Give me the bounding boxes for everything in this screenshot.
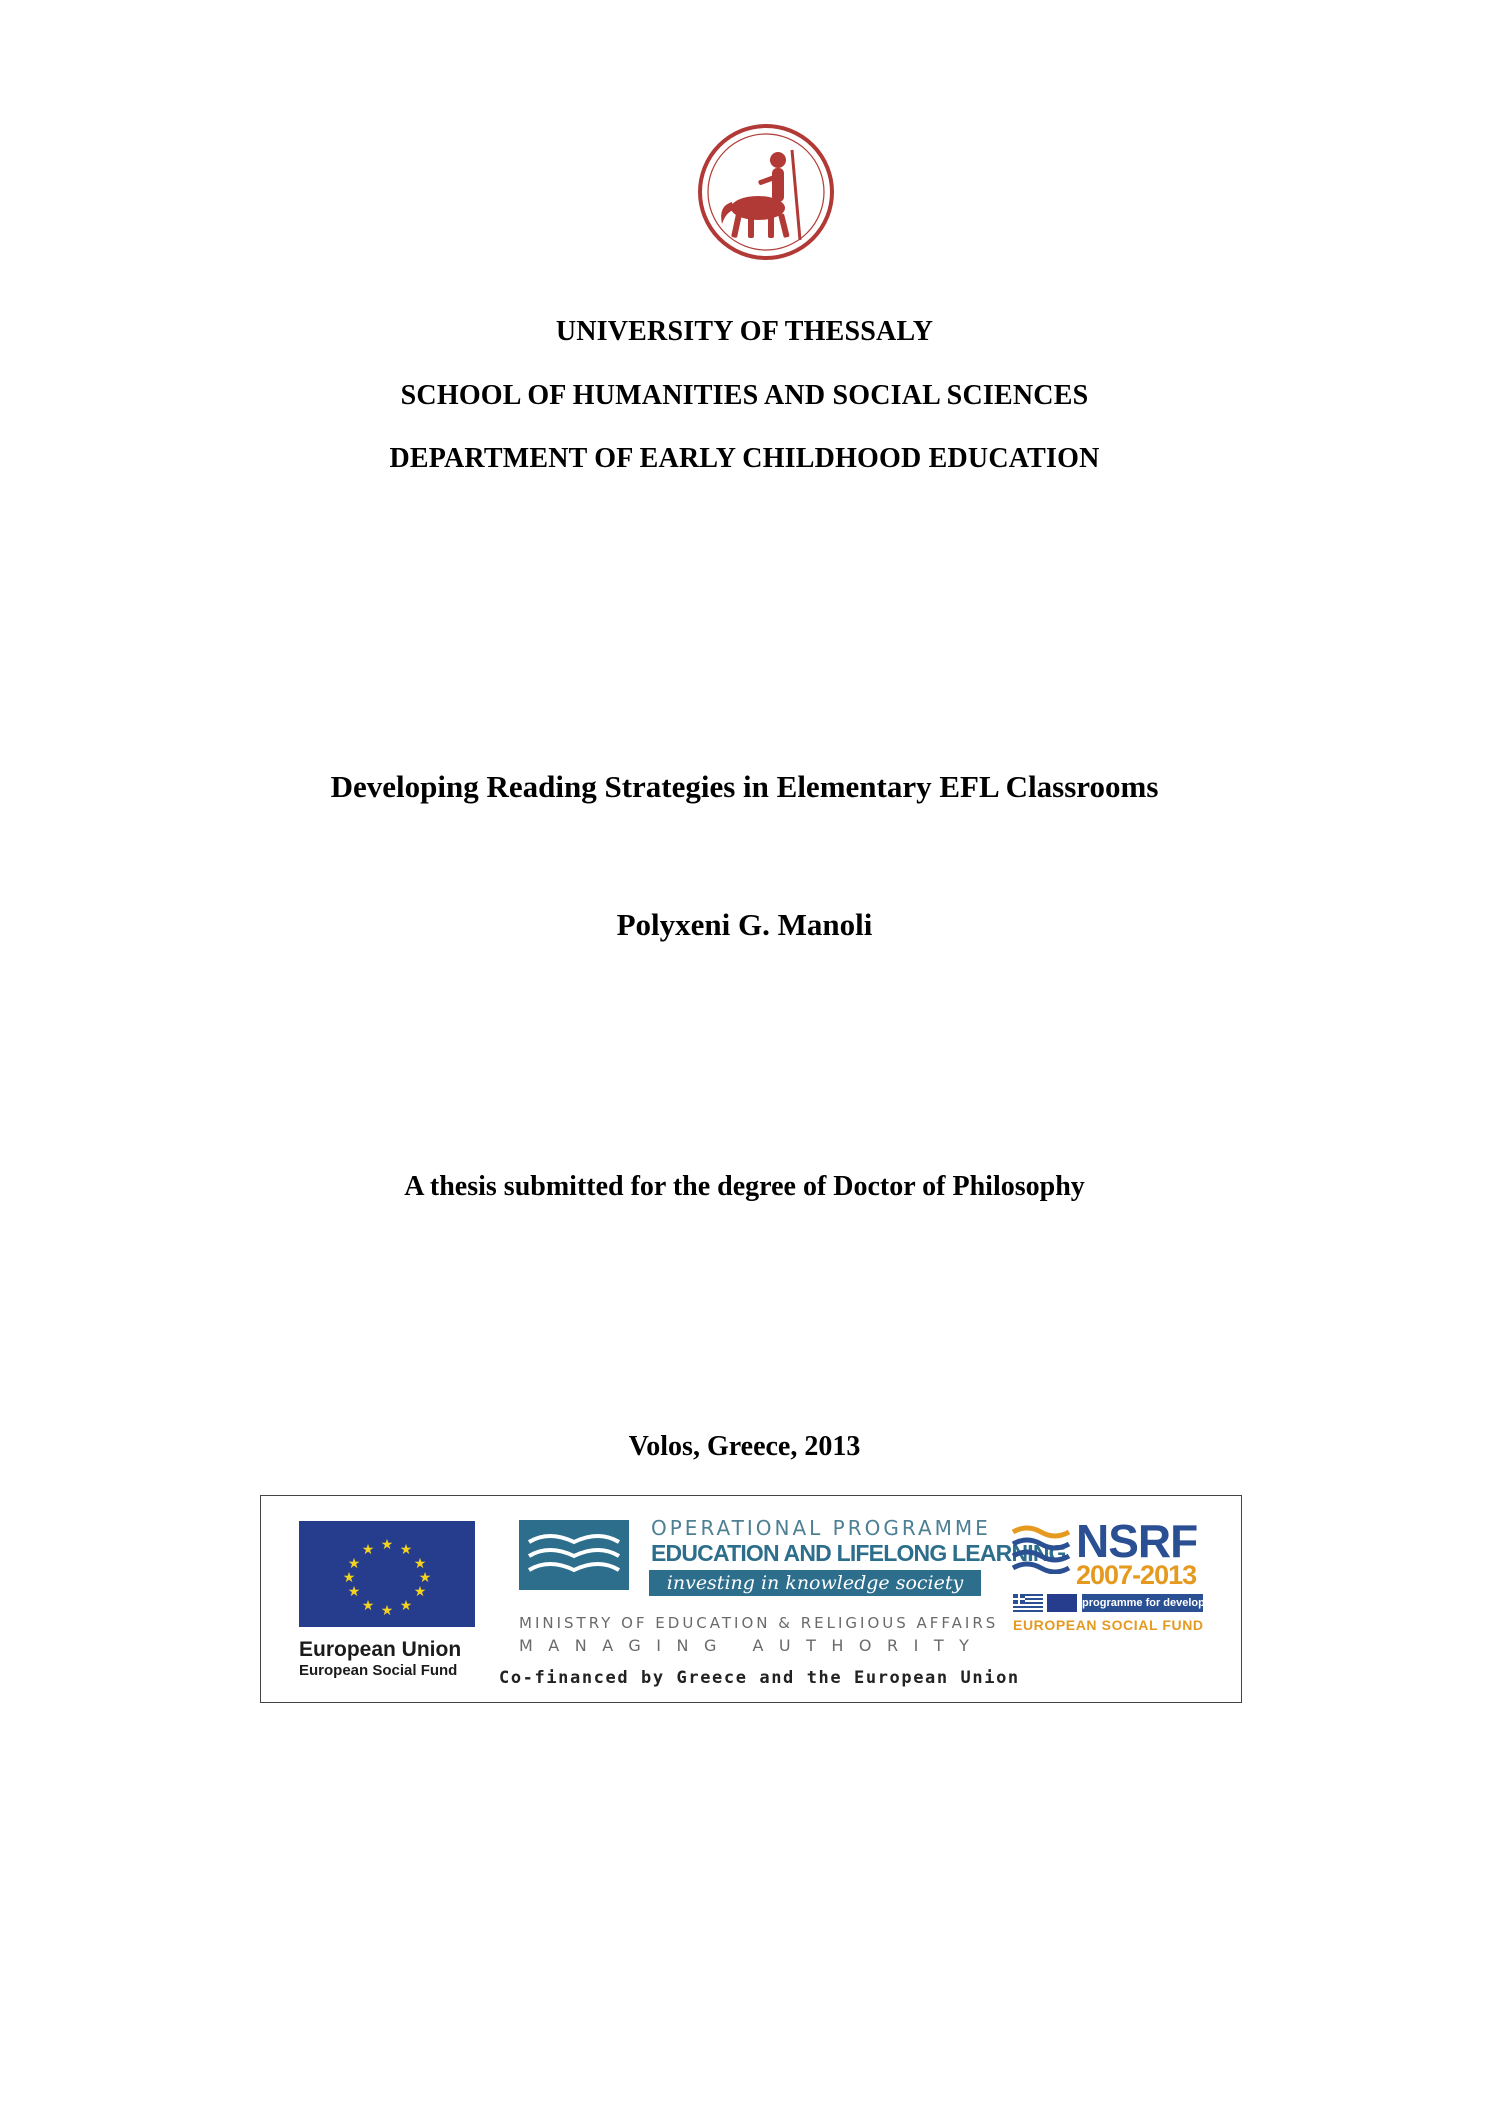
managing-authority: MANAGING AUTHORITY — [519, 1636, 985, 1655]
centaur-seal-icon — [696, 122, 836, 262]
svg-text:★: ★ — [418, 1570, 432, 1586]
thesis-title: Developing Reading Strategies in Elementary EFL Classrooms — [330, 769, 1159, 804]
svg-text:★: ★ — [347, 1584, 361, 1600]
programme-line-1: OPERATIONAL PROGRAMME — [651, 1516, 991, 1540]
eu-flag-icon — [299, 1521, 475, 1627]
svg-text:★: ★ — [342, 1570, 356, 1586]
svg-text:★: ★ — [347, 1556, 361, 1572]
svg-text:★: ★ — [380, 1537, 394, 1553]
programme-line-2: EDUCATION AND LIFELONG LEARNING — [651, 1540, 1066, 1566]
svg-text:★: ★ — [399, 1598, 413, 1614]
svg-text:★: ★ — [380, 1603, 394, 1619]
cofinanced-statement: Co-financed by Greece and the European Union — [499, 1668, 1020, 1688]
eu-title: European Union — [299, 1638, 462, 1661]
eu-mini-flag-icon — [1047, 1594, 1077, 1612]
nsrf-tagline: programme for development — [1082, 1594, 1203, 1612]
greek-flag-icon — [1013, 1594, 1043, 1612]
european-social-fund-label: EUROPEAN SOCIAL FUND — [1013, 1617, 1204, 1633]
funding-banner — [260, 1495, 1242, 1703]
university-name: UNIVERSITY OF THESSALY — [555, 316, 934, 347]
ministry-name: MINISTRY OF EDUCATION & RELIGIOUS AFFAIRS — [519, 1614, 999, 1632]
department-name: DEPARTMENT OF EARLY CHILDHOOD EDUCATION — [389, 443, 1100, 474]
open-book-icon — [519, 1520, 629, 1590]
degree-statement: A thesis submitted for the degree of Doctor of Philosophy — [404, 1171, 1085, 1202]
svg-text:★: ★ — [399, 1542, 413, 1558]
nsrf-waves-icon — [1011, 1522, 1071, 1574]
svg-text:★: ★ — [413, 1556, 427, 1572]
nsrf-years: 2007-2013 — [1076, 1560, 1197, 1590]
svg-text:★: ★ — [361, 1542, 375, 1558]
school-name: SCHOOL OF HUMANITIES AND SOCIAL SCIENCES — [400, 380, 1089, 411]
programme-slogan: investing in knowledge society — [649, 1570, 981, 1596]
thesis-author: Polyxeni G. Manoli — [616, 907, 873, 942]
place-year: Volos, Greece, 2013 — [628, 1431, 861, 1462]
eu-subtitle: European Social Fund — [299, 1662, 458, 1679]
svg-text:★: ★ — [361, 1598, 375, 1614]
nsrf-logo-text: NSRF — [1076, 1515, 1198, 1567]
svg-text:★: ★ — [413, 1584, 427, 1600]
